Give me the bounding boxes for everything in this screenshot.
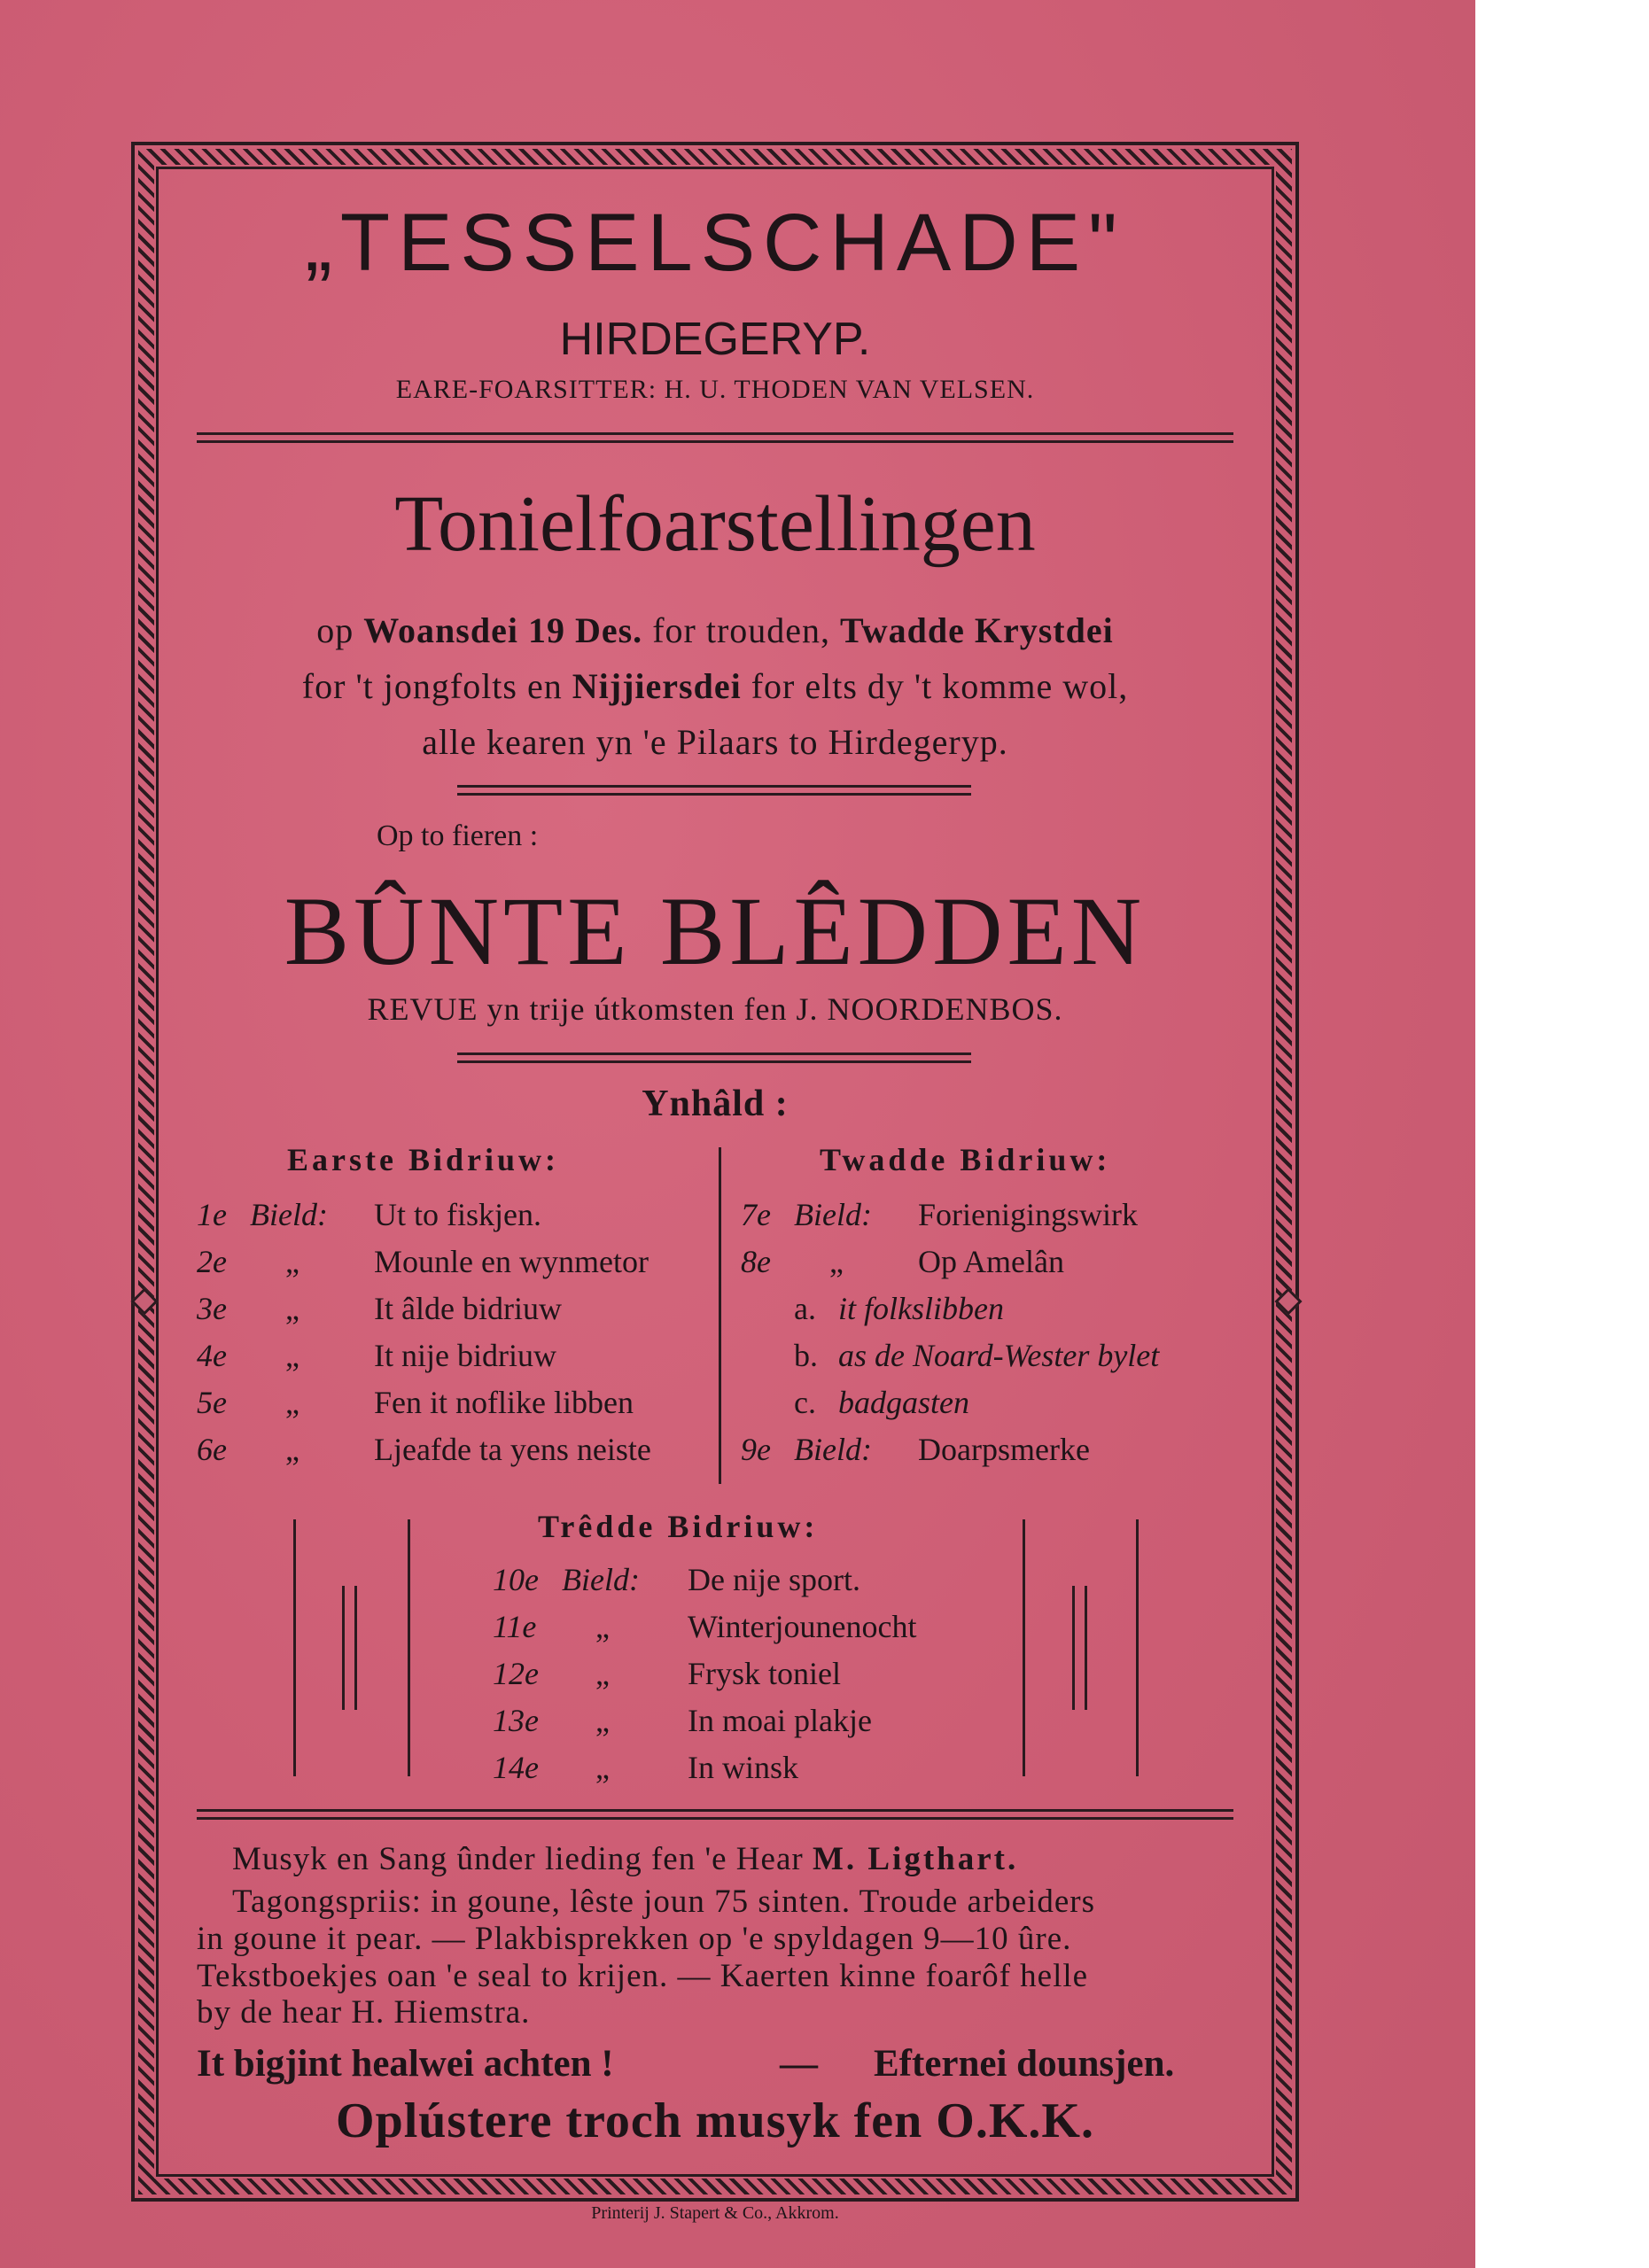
ditto-mark: „ [285, 1432, 299, 1467]
scene-number: 11e [493, 1609, 537, 1644]
intro-text: op [316, 610, 364, 650]
scene-label: Bield: [250, 1197, 328, 1232]
booking-line: in goune it pear. — Plakbisprekken op 'e spyldagen 9—10 ûre. [197, 1921, 1072, 1957]
scene-name: Frysk toniel [688, 1656, 842, 1691]
ornament-line [1072, 1586, 1075, 1710]
scene-number: 1e [197, 1197, 227, 1232]
scene-name: It âlde bidriuw [374, 1291, 562, 1326]
scene-number: 9e [741, 1432, 771, 1467]
music-line [232, 1840, 1018, 1878]
scene-number: 5e [197, 1385, 227, 1420]
separator-dash: — [780, 2043, 818, 2085]
play-subtitle: REVUE yn trije útkomsten fen J. NOORDENBOS. [367, 991, 1063, 1027]
divider-rule [197, 432, 1233, 443]
tickets-line: Tekstboekjes oan 'e seal to krijen. — Kaerten kinne foarôf helle [197, 1958, 1089, 1994]
divider-rule [197, 1809, 1233, 1820]
play-lead: Op to fieren : [377, 819, 539, 852]
scene-name: Fen it noflike libben [374, 1385, 634, 1420]
ditto-mark: „ [595, 1703, 610, 1738]
ditto-mark: „ [285, 1291, 299, 1326]
scene-number: 10e [493, 1562, 539, 1597]
scene-number: 4e [197, 1338, 227, 1373]
column-divider [719, 1147, 721, 1484]
divider-rule [457, 785, 971, 796]
intro-text: for trouden, [642, 610, 841, 650]
sub-scene-letter: b. [794, 1338, 818, 1373]
sub-scene-name: it folkslibben [838, 1291, 1004, 1326]
act-1-title: Earste Bidriuw: [287, 1142, 559, 1177]
chairman-line: EARE-FOARSITTER: H. U. THODEN VAN VELSEN. [395, 375, 1035, 404]
divider-rule [457, 1052, 971, 1063]
ditto-mark: „ [829, 1244, 844, 1279]
ornament-line [354, 1586, 357, 1710]
scene-name: Mounle en wynmetor [374, 1244, 649, 1279]
dance-note: Efternei dounsjen. [874, 2043, 1175, 2085]
performance-date-2: Twadde Krystdei [840, 610, 1114, 650]
scene-name: In moai plakje [688, 1703, 872, 1738]
sub-scene-name: badgasten [838, 1385, 969, 1420]
ornament-line [1085, 1586, 1087, 1710]
scene-label: Bield: [794, 1432, 872, 1467]
ditto-mark: „ [285, 1385, 299, 1420]
scene-name: Ut to fiskjen. [374, 1197, 541, 1232]
performance-date-3: Nijjiersdei [572, 666, 742, 706]
play-title: BÛNTE BLÊDDEN [284, 877, 1147, 985]
scene-name: Doarpsmerke [918, 1432, 1090, 1467]
place-name: HIRDEGERYP. [559, 314, 871, 365]
tickets-line-2: by de hear H. Hiemstra. [197, 1994, 531, 2031]
scene-name: Winterjounenocht [688, 1609, 917, 1644]
printer-imprint: Printerij J. Stapert & Co., Akkrom. [591, 2203, 839, 2223]
ditto-mark: „ [595, 1750, 610, 1785]
scene-number: 12e [493, 1656, 539, 1691]
ditto-mark: „ [595, 1609, 610, 1644]
scene-number: 8e [741, 1244, 771, 1279]
sub-scene-letter: c. [794, 1385, 816, 1420]
contents-heading: Ynhâld : [642, 1084, 789, 1124]
society-name: „TESSELSCHADE" [305, 198, 1125, 288]
sub-scene-name: as de Noard-Wester bylet [838, 1338, 1160, 1373]
ditto-mark: „ [285, 1338, 299, 1373]
ornament-line [342, 1586, 345, 1710]
scene-number: 6e [197, 1432, 227, 1467]
scene-name: De nije sport. [688, 1562, 860, 1597]
scene-name: It nije bidriuw [374, 1338, 556, 1373]
scene-number: 14e [493, 1750, 539, 1785]
venue-line: alle kearen yn 'e Pilaars to Hirdegeryp. [422, 722, 1008, 762]
intro-line-1 [156, 610, 1274, 651]
intro-line-2 [156, 665, 1274, 707]
conductor-name: M. Ligthart. [812, 1841, 1019, 1877]
intro-text: for elts dy 't komme wol, [741, 666, 1129, 706]
ornament-line [1136, 1519, 1139, 1776]
ornament-line [408, 1519, 410, 1776]
ditto-mark: „ [285, 1244, 299, 1279]
band-line: Oplústere troch musyk fen O.K.K. [336, 2093, 1094, 2148]
ditto-mark: „ [595, 1656, 610, 1691]
sub-scene-letter: a. [794, 1291, 816, 1326]
scene-name: In winsk [688, 1750, 798, 1785]
price-line: Tagongspriis: in goune, lêste joun 75 sinten. Troude arbeiders [232, 1884, 1096, 1920]
scene-number: 13e [493, 1703, 539, 1738]
scene-number: 2e [197, 1244, 227, 1279]
act-2-title: Twadde Bidriuw: [820, 1142, 1111, 1177]
intro-text: for 't jongfolts en [301, 666, 572, 706]
scene-number: 3e [197, 1291, 227, 1326]
ornament-line [293, 1519, 296, 1776]
act-3-title: Trêdde Bidriuw: [538, 1509, 819, 1544]
start-time: It bigjint healwei achten ! [197, 2043, 614, 2085]
scene-label: Bield: [562, 1562, 640, 1597]
scene-number: 7e [741, 1197, 771, 1232]
performance-date-1: Woansdei 19 Des. [363, 610, 643, 650]
event-heading: Tonielfoarstellingen [394, 480, 1036, 568]
scene-name: Op Amelân [918, 1244, 1064, 1279]
ornament-line [1023, 1519, 1025, 1776]
music-text: Musyk en Sang ûnder lieding fen 'e Hear [232, 1841, 813, 1877]
scene-label: Bield: [794, 1197, 872, 1232]
scene-name: Forienigingswirk [918, 1197, 1138, 1232]
scene-name: Ljeafde ta yens neiste [374, 1432, 651, 1467]
